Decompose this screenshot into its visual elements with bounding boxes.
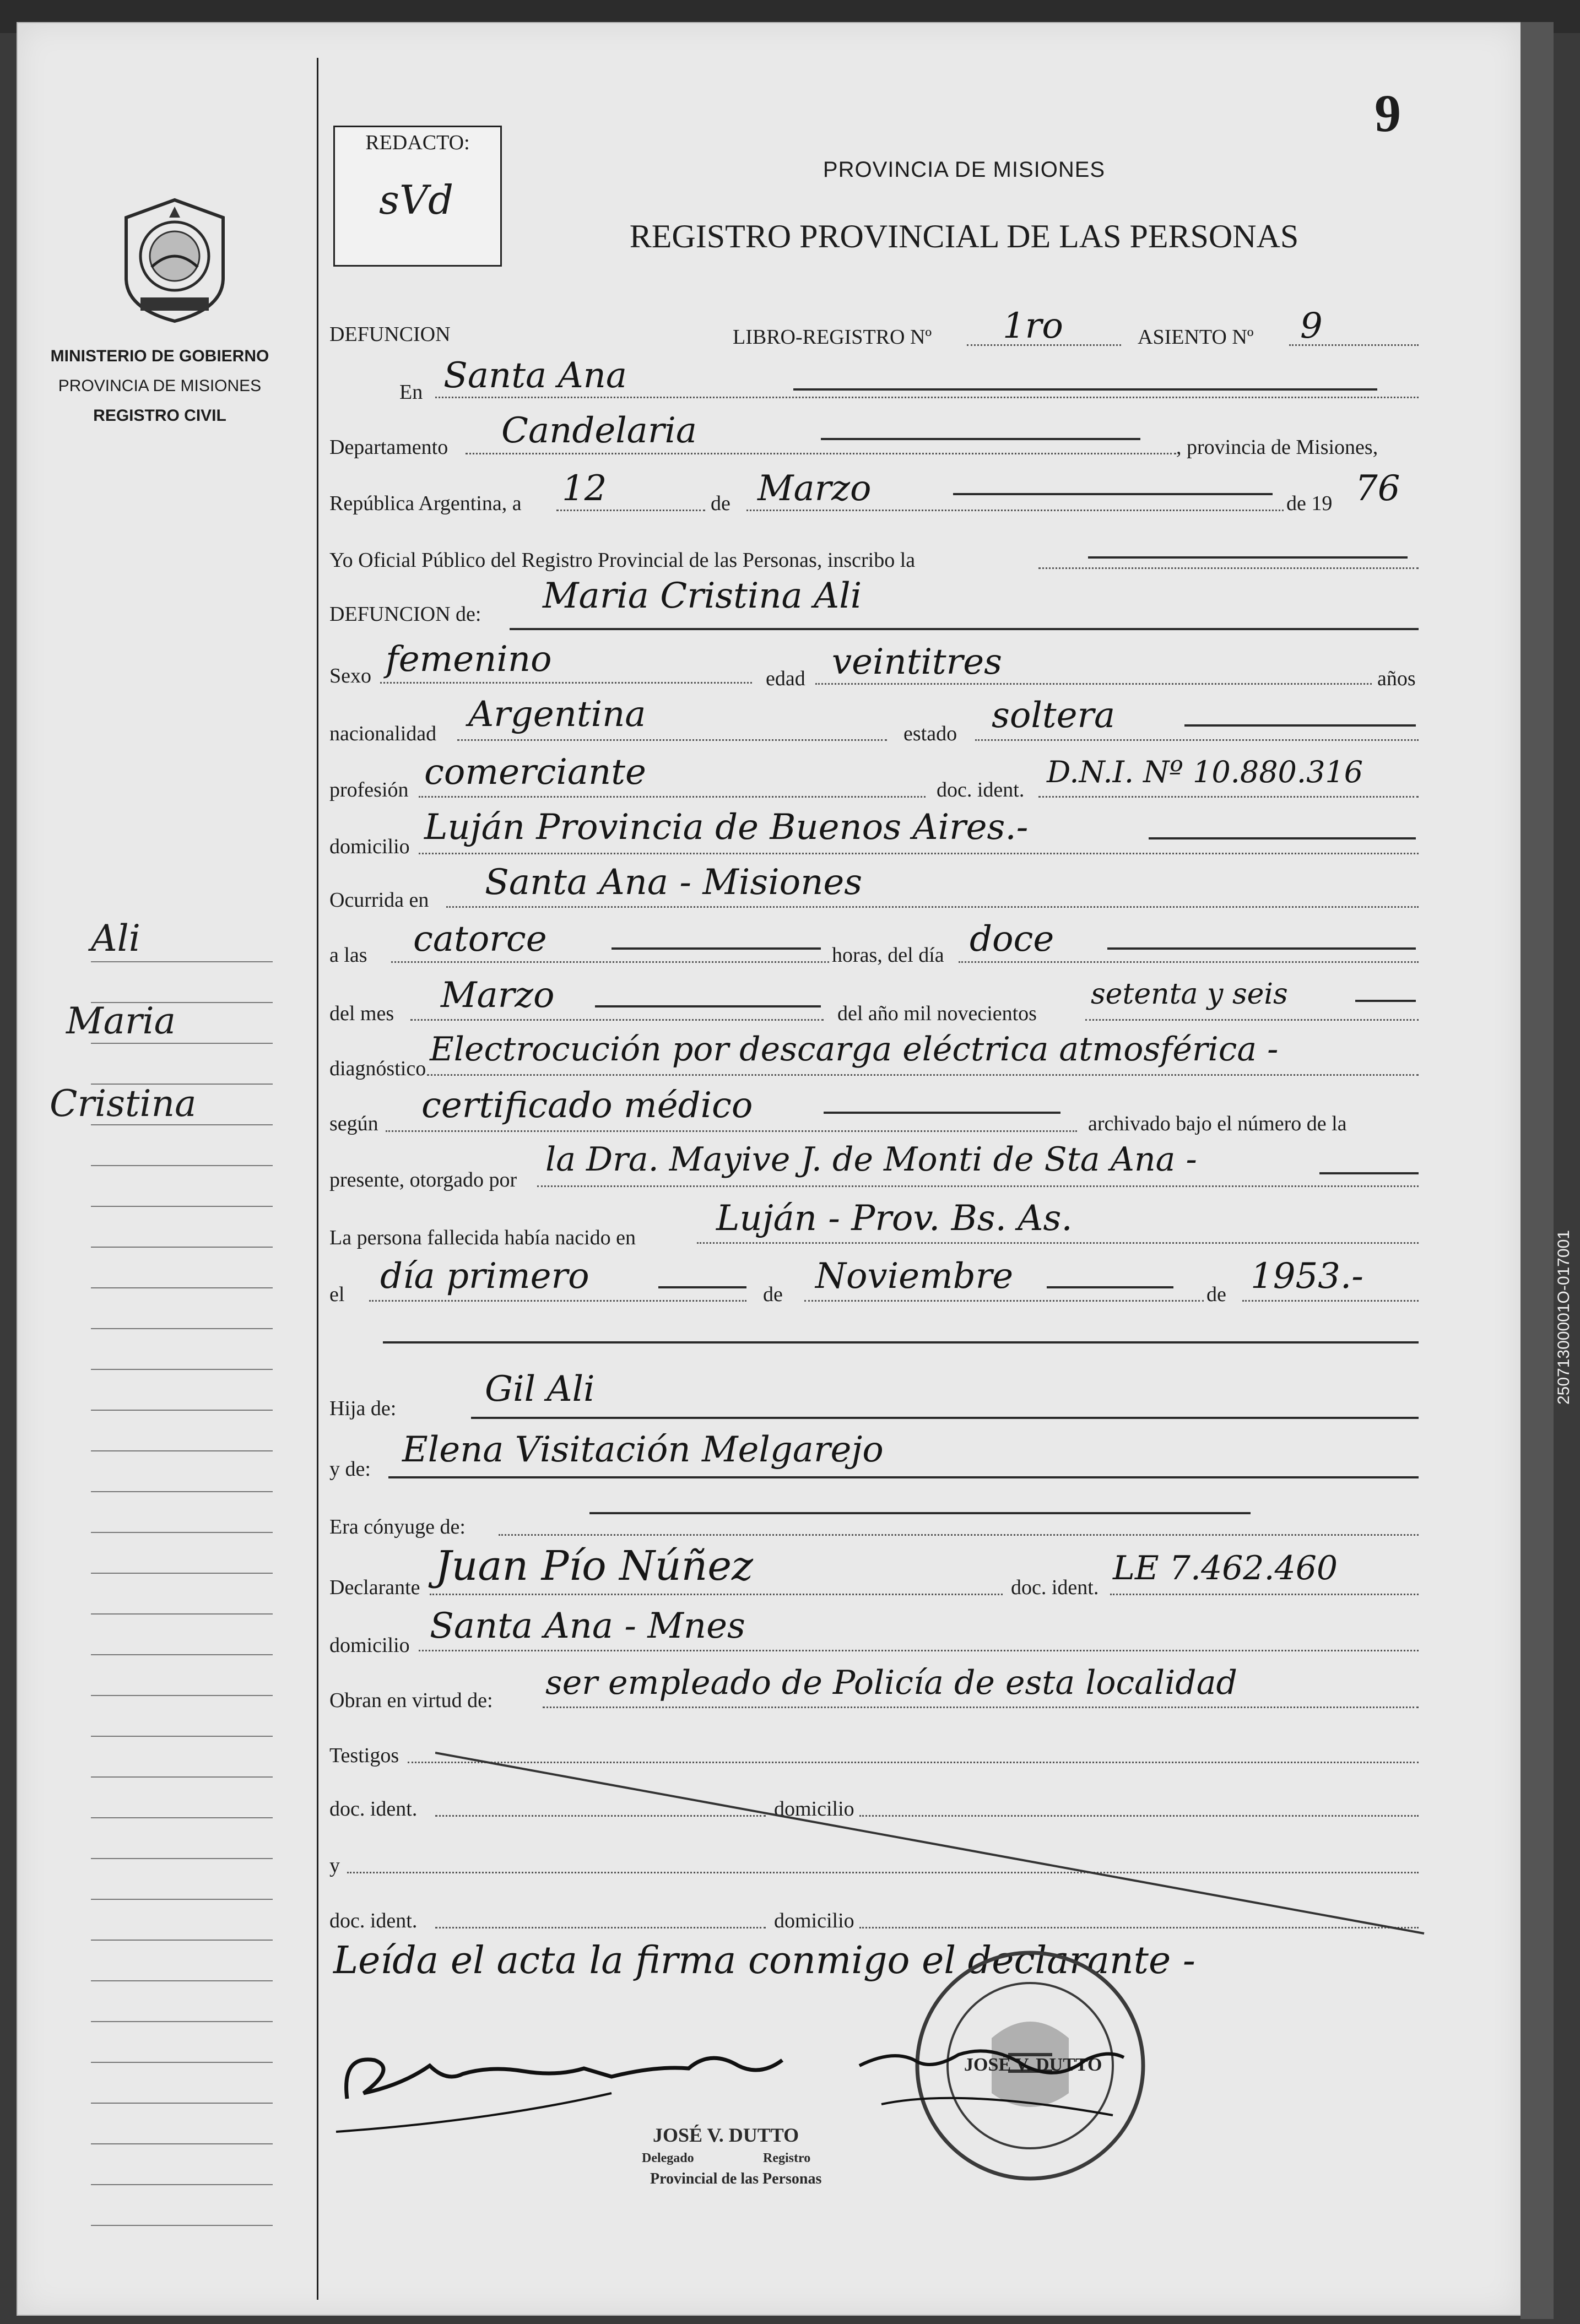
del-anio-value: setenta y seis xyxy=(1091,978,1288,1011)
libro-label: LIBRO-REGISTRO Nº xyxy=(733,326,932,349)
oficial-text: Yo Oficial Público del Registro Provincial de las Personas, inscribo la xyxy=(329,549,916,572)
presente-fill-rule xyxy=(1319,1172,1419,1174)
y-label: y xyxy=(329,1854,340,1877)
registry-header: REGISTRO PROVINCIAL DE LAS PERSONAS xyxy=(629,218,1299,254)
declarante-dots xyxy=(430,1594,1003,1595)
leida-value: Leída el acta la firma conmigo el declarante - xyxy=(333,1939,1195,1982)
margin-first-name: Maria xyxy=(66,1000,176,1042)
domicilio-fill-rule xyxy=(1149,837,1416,839)
margin-ruled-line xyxy=(91,1980,273,1981)
margin-ruled-line xyxy=(91,2143,273,2144)
domicilio-label: domicilio xyxy=(329,835,410,858)
estado-value: soltera xyxy=(992,695,1116,736)
oficial-fill-rule xyxy=(1088,556,1408,559)
redacto-initials: sVd xyxy=(379,177,454,223)
t1-dom-label: domicilio xyxy=(774,1797,854,1821)
notary-name: JOSÉ V. DUTTO xyxy=(653,2124,799,2146)
conyuge-fill-rule xyxy=(589,1512,1251,1514)
del-anio-label: del año mil novecientos xyxy=(837,1002,1037,1025)
declarant-signature-icon xyxy=(325,2016,931,2159)
presente-dots xyxy=(537,1185,1419,1187)
nacionalidad-label: nacionalidad xyxy=(329,722,437,745)
diagnostico-dots xyxy=(427,1074,1419,1076)
segun-fill-rule xyxy=(824,1112,1060,1114)
testigos-label: Testigos xyxy=(329,1744,399,1767)
margin-ruled-line xyxy=(91,1247,273,1248)
el-mes-dots xyxy=(804,1300,1204,1302)
declarante-doc-value: LE 7.462.460 xyxy=(1113,1549,1338,1588)
margin-ruled-line xyxy=(91,1573,273,1574)
ministry-block xyxy=(44,342,275,431)
padre-rule xyxy=(471,1417,1419,1419)
en-dots xyxy=(435,397,1419,398)
margin-ruled-line xyxy=(91,1776,273,1778)
margin-ruled-line xyxy=(91,1899,273,1900)
asiento-label: ASIENTO Nº xyxy=(1138,326,1254,349)
departamento-dots xyxy=(466,453,1176,454)
declarante-doc-dots xyxy=(1110,1594,1419,1595)
conyuge-label: Era cónyuge de: xyxy=(329,1515,466,1539)
diagnostico-value: Electrocución por descarga eléctrica atmosférica - xyxy=(430,1030,1279,1069)
libro-value: 1ro xyxy=(1003,306,1063,346)
de-label: de xyxy=(711,492,731,515)
nacionalidad-dots xyxy=(457,739,887,741)
margin-divider xyxy=(317,58,318,2300)
profesion-dots xyxy=(419,796,926,798)
departamento-value: Candelaria xyxy=(501,410,697,451)
el-dots xyxy=(369,1300,746,1302)
a-las-label: a las xyxy=(329,944,367,967)
madre-rule xyxy=(388,1476,1419,1478)
ministry-line3: REGISTRO CIVIL xyxy=(93,407,226,425)
de19-label: de 19 xyxy=(1286,492,1333,515)
del-anio-dots xyxy=(1085,1019,1419,1021)
side-code-text: 25071300001O-017001 xyxy=(1555,1230,1573,1405)
en-fill-rule xyxy=(793,388,1377,391)
el-label: el xyxy=(329,1283,345,1306)
edad-dots xyxy=(815,683,1372,685)
margin-ruled-line xyxy=(91,1124,273,1125)
en-value: Santa Ana xyxy=(443,355,627,396)
margin-ruled-line xyxy=(91,1165,273,1166)
nacionalidad-value: Argentina xyxy=(468,694,646,735)
segun-value: certificado médico xyxy=(421,1085,753,1126)
declarante-dom-value: Santa Ana - Mnes xyxy=(430,1606,745,1646)
stamped-notary-name: JOSÉ V. DUTTO xyxy=(964,2055,1102,2075)
sexo-label: Sexo xyxy=(329,664,371,687)
margin-ruled-line xyxy=(91,1043,273,1044)
doc-ident-value: D.N.I. Nº 10.880.316 xyxy=(1047,755,1363,789)
madre-value: Elena Visitación Melgarejo xyxy=(402,1429,884,1470)
anio-value: 76 xyxy=(1355,468,1400,509)
margin-ruled-line xyxy=(91,1532,273,1533)
testigos-strike-line xyxy=(435,1746,1432,1939)
departamento-fill-rule xyxy=(821,438,1140,440)
del-mes-dots xyxy=(410,1019,824,1021)
ocurrida-value: Santa Ana - Misiones xyxy=(485,862,863,903)
oficial-dots xyxy=(1038,567,1419,569)
margin-ruled-line xyxy=(91,1695,273,1696)
nacido-value: Luján - Prov. Bs. As. xyxy=(716,1198,1073,1239)
a-las-fill-rule xyxy=(612,947,821,950)
el-mes-fill-rule xyxy=(1047,1286,1173,1288)
asiento-value: 9 xyxy=(1300,306,1323,346)
mes-value: Marzo xyxy=(757,468,872,509)
del-anio-fill-rule xyxy=(1355,1000,1416,1002)
nacido-dots xyxy=(697,1242,1419,1244)
side-code xyxy=(1555,1074,1577,1405)
mes-dots xyxy=(746,510,1284,511)
margin-ruled-line xyxy=(91,2225,273,2226)
obran-value: ser empleado de Policía de esta localidad xyxy=(545,1664,1237,1702)
anos-label: años xyxy=(1377,667,1416,690)
presente-value: la Dra. Mayive J. de Monti de Sta Ana - xyxy=(545,1140,1197,1179)
margin-ruled-line xyxy=(91,1613,273,1615)
act-type: DEFUNCION xyxy=(329,323,451,346)
ministry-line2: PROVINCIA DE MISIONES xyxy=(58,377,262,395)
provincia-text: , provincia de Misiones, xyxy=(1176,436,1378,459)
declarante-doc-label: doc. ident. xyxy=(1011,1576,1099,1599)
departamento-label: Departamento xyxy=(329,436,448,459)
defuncion-de-rule xyxy=(510,628,1419,630)
el-mes-value: Noviembre xyxy=(815,1256,1014,1297)
margin-ruled-line xyxy=(91,1328,273,1329)
del-mes-fill-rule xyxy=(595,1005,821,1007)
defuncion-de-value: Maria Cristina Ali xyxy=(543,576,862,616)
profesion-value: comerciante xyxy=(424,752,646,793)
dia-dots xyxy=(556,510,705,511)
ocurrida-label: Ocurrida en xyxy=(329,889,429,912)
margin-ruled-line xyxy=(91,2103,273,2104)
domicilio-dots xyxy=(419,853,1419,854)
horas-dia-value: doce xyxy=(970,919,1054,960)
blank-rule xyxy=(383,1341,1419,1344)
obran-dots xyxy=(543,1707,1419,1708)
declarante-label: Declarante xyxy=(329,1576,420,1599)
margin-ruled-line xyxy=(91,1736,273,1737)
hija-label: Hija de: xyxy=(329,1397,397,1420)
margin-ruled-line xyxy=(91,2062,273,2063)
estado-dots xyxy=(975,739,1419,741)
margin-ruled-line xyxy=(91,1450,273,1451)
margin-ruled-line xyxy=(91,1002,273,1003)
declarante-dom-label: domicilio xyxy=(329,1634,410,1657)
estado-label: estado xyxy=(903,722,957,745)
margin-ruled-line xyxy=(91,1940,273,1941)
dia-value: 12 xyxy=(562,468,607,509)
margin-ruled-line xyxy=(91,1084,273,1085)
page-number: 9 xyxy=(1375,84,1401,143)
provincial-crest-icon xyxy=(118,196,231,325)
book-spine xyxy=(1521,22,1554,2319)
margin-ruled-line xyxy=(91,1491,273,1492)
notary-office: Provincial de las Personas xyxy=(650,2170,822,2187)
province-header: PROVINCIA DE MISIONES xyxy=(823,158,1106,182)
official-signature-icon xyxy=(848,2033,1135,2132)
edad-value: veintitres xyxy=(832,642,1002,682)
margin-ruled-line xyxy=(91,2184,273,2185)
el-de2-label: de xyxy=(1206,1283,1226,1306)
margin-ruled-line xyxy=(91,2021,273,2022)
doc-ident-dots xyxy=(1038,796,1419,798)
presente-label: presente, otorgado por xyxy=(329,1168,517,1191)
el-anio-value: 1953.- xyxy=(1251,1256,1363,1297)
mes-fill-rule xyxy=(953,493,1273,495)
notary-title-right: Registro xyxy=(763,2151,811,2165)
sexo-value: femenino xyxy=(386,639,552,680)
obran-label: Obran en virtud de: xyxy=(329,1689,493,1712)
horas-label: horas, del día xyxy=(832,944,944,967)
margin-ruled-line xyxy=(91,1817,273,1818)
margin-ruled-line xyxy=(91,1369,273,1370)
nacido-label: La persona fallecida había nacido en xyxy=(329,1226,636,1249)
redacto-box xyxy=(333,126,502,267)
ocurrida-dots xyxy=(446,906,1419,908)
edad-label: edad xyxy=(766,667,805,690)
y-de-label: y de: xyxy=(329,1458,371,1481)
del-mes-label: del mes xyxy=(329,1002,394,1025)
sexo-dots xyxy=(380,682,752,684)
margin-second-name: Cristina xyxy=(50,1082,197,1125)
en-label: En xyxy=(399,381,423,404)
del-mes-value: Marzo xyxy=(441,975,555,1016)
horas-fill-rule xyxy=(1107,947,1416,950)
declarante-value: Juan Pío Núñez xyxy=(435,1542,754,1590)
libro-dots xyxy=(967,344,1121,346)
t1-doc-label: doc. ident. xyxy=(329,1797,418,1821)
margin-ruled-line xyxy=(91,1858,273,1859)
el-fill-rule xyxy=(658,1286,746,1288)
defuncion-de-label: DEFUNCION de: xyxy=(329,603,481,626)
a-las-dots xyxy=(391,961,829,963)
el-anio-dots xyxy=(1242,1300,1419,1302)
profesion-label: profesión xyxy=(329,778,409,801)
horas-dots xyxy=(959,961,1419,963)
domicilio-value: Luján Provincia de Buenos Aires.- xyxy=(424,807,1029,848)
ministry-line1: MINISTERIO DE GOBIERNO xyxy=(50,347,269,365)
asiento-dots xyxy=(1289,344,1419,346)
doc-ident-label: doc. ident. xyxy=(937,778,1025,801)
margin-ruled-line xyxy=(91,1287,273,1288)
notary-title-left: Delegado xyxy=(642,2151,694,2165)
archivado-label: archivado bajo el número de la xyxy=(1088,1112,1347,1135)
segun-label: según xyxy=(329,1112,378,1135)
declarante-dom-dots xyxy=(419,1650,1419,1651)
a-las-value: catorce xyxy=(413,919,547,960)
republica-label: República Argentina, a xyxy=(329,492,522,515)
t2-dom-label: domicilio xyxy=(774,1909,854,1932)
margin-surname: Ali xyxy=(91,917,140,960)
margin-ruled-line xyxy=(91,1410,273,1411)
redacto-label: REDACTO: xyxy=(365,131,470,154)
t2-doc-label: doc. ident. xyxy=(329,1909,418,1932)
el-value: día primero xyxy=(380,1256,589,1297)
diagnostico-label: diagnóstico xyxy=(329,1057,426,1080)
margin-ruled-line xyxy=(91,1206,273,1207)
conyuge-dots xyxy=(499,1534,1419,1536)
segun-dots xyxy=(386,1130,1077,1132)
estado-fill-rule xyxy=(1184,724,1416,727)
margin-ruled-line xyxy=(91,1654,273,1655)
padre-value: Gil Ali xyxy=(485,1369,595,1410)
el-de-label: de xyxy=(763,1283,783,1306)
margin-ruled-line xyxy=(91,961,273,962)
